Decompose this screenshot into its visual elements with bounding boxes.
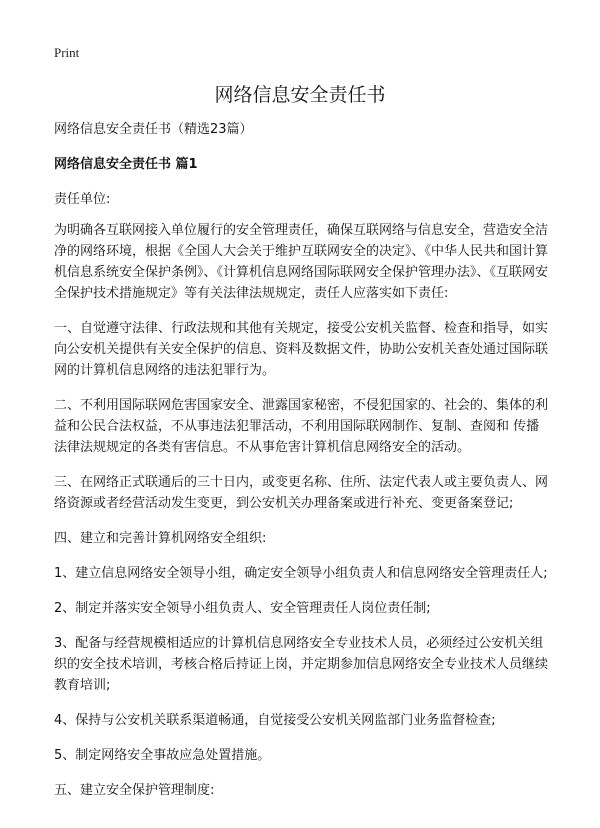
paragraph-recipient: 责任单位:: [54, 192, 111, 207]
page-title: 网络信息安全责任书: [214, 84, 386, 106]
paragraph-subitem-2: 2、制定并落实安全领导小组负责人、安全管理责任人岗位责任制;: [54, 601, 431, 616]
paragraph-subitem-5: 5、制定网络安全事故应急处置措施。: [54, 748, 271, 763]
paragraph-subitem-4: 4、保持与公安机关联系渠道畅通，自觉接受公安机关网监部门业务监督检查;: [54, 713, 496, 728]
paragraph-item-1: 一、自觉遵守法律、行政法规和其他有关规定，接受公安机关监督、检查和指导，如实向公安机关提供有关安全保护的信息、资料及数据文件，协助公安机关查处通过国际联网的计算机信息网络的违法犯罪行为。: [54, 321, 549, 378]
print-label: Print: [54, 45, 80, 60]
document-subtitle: 网络信息安全责任书（精选23篇）: [54, 122, 253, 137]
paragraph-item-3: 三、在网络正式联通后的三十日内，或变更名称、住所、法定代表人或主要负责人、网络资源或者经营活动发生变更，到公安机关办理备案或进行补充、变更备案登记;: [54, 475, 549, 511]
section-heading: 网络信息安全责任书 篇1: [54, 157, 198, 172]
paragraph-item-4: 四、建立和完善计算机网络安全组织:: [54, 531, 267, 546]
paragraph-item-5: 五、建立安全保护管理制度:: [54, 783, 215, 798]
paragraph-intro: 为明确各互联网接入单位履行的安全管理责任，确保互联网络与信息安全，营造安全洁净的网络环境，根据《全国人大会关于维护互联网安全的决定》、《中华人民共和国计算机信息系统安全保护条例》、《计算机信息网络国际联网安全保护管理办法》、《互联网安全保护技术措施规定》等有关法律法规规定，责任人应落实如下责任:: [54, 223, 549, 301]
paragraph-subitem-1: 1、建立信息网络安全领导小组，确定安全领导小组负责人和信息网络安全管理责任人;: [54, 566, 548, 581]
document-body: [54, 119, 549, 815]
paragraph-subitem-3: 3、配备与经营规模相适应的计算机信息网络安全专业技术人员，必须经过公安机关组织的安全技术培训，考核合格后持证上岗，并定期参加信息网络安全专业技术人员继续教育培训;: [54, 636, 549, 693]
paragraph-item-2: 二、不利用国际联网危害国家安全、泄露国家秘密，不侵犯国家的、社会的、集体的利益和公民合法权益，不从事违法犯罪活动，不利用国际联网制作、复制、查阅和 传播法律法规规定的各类有害信息。不从事危害计算机信息网络安全的活动。: [54, 398, 549, 455]
